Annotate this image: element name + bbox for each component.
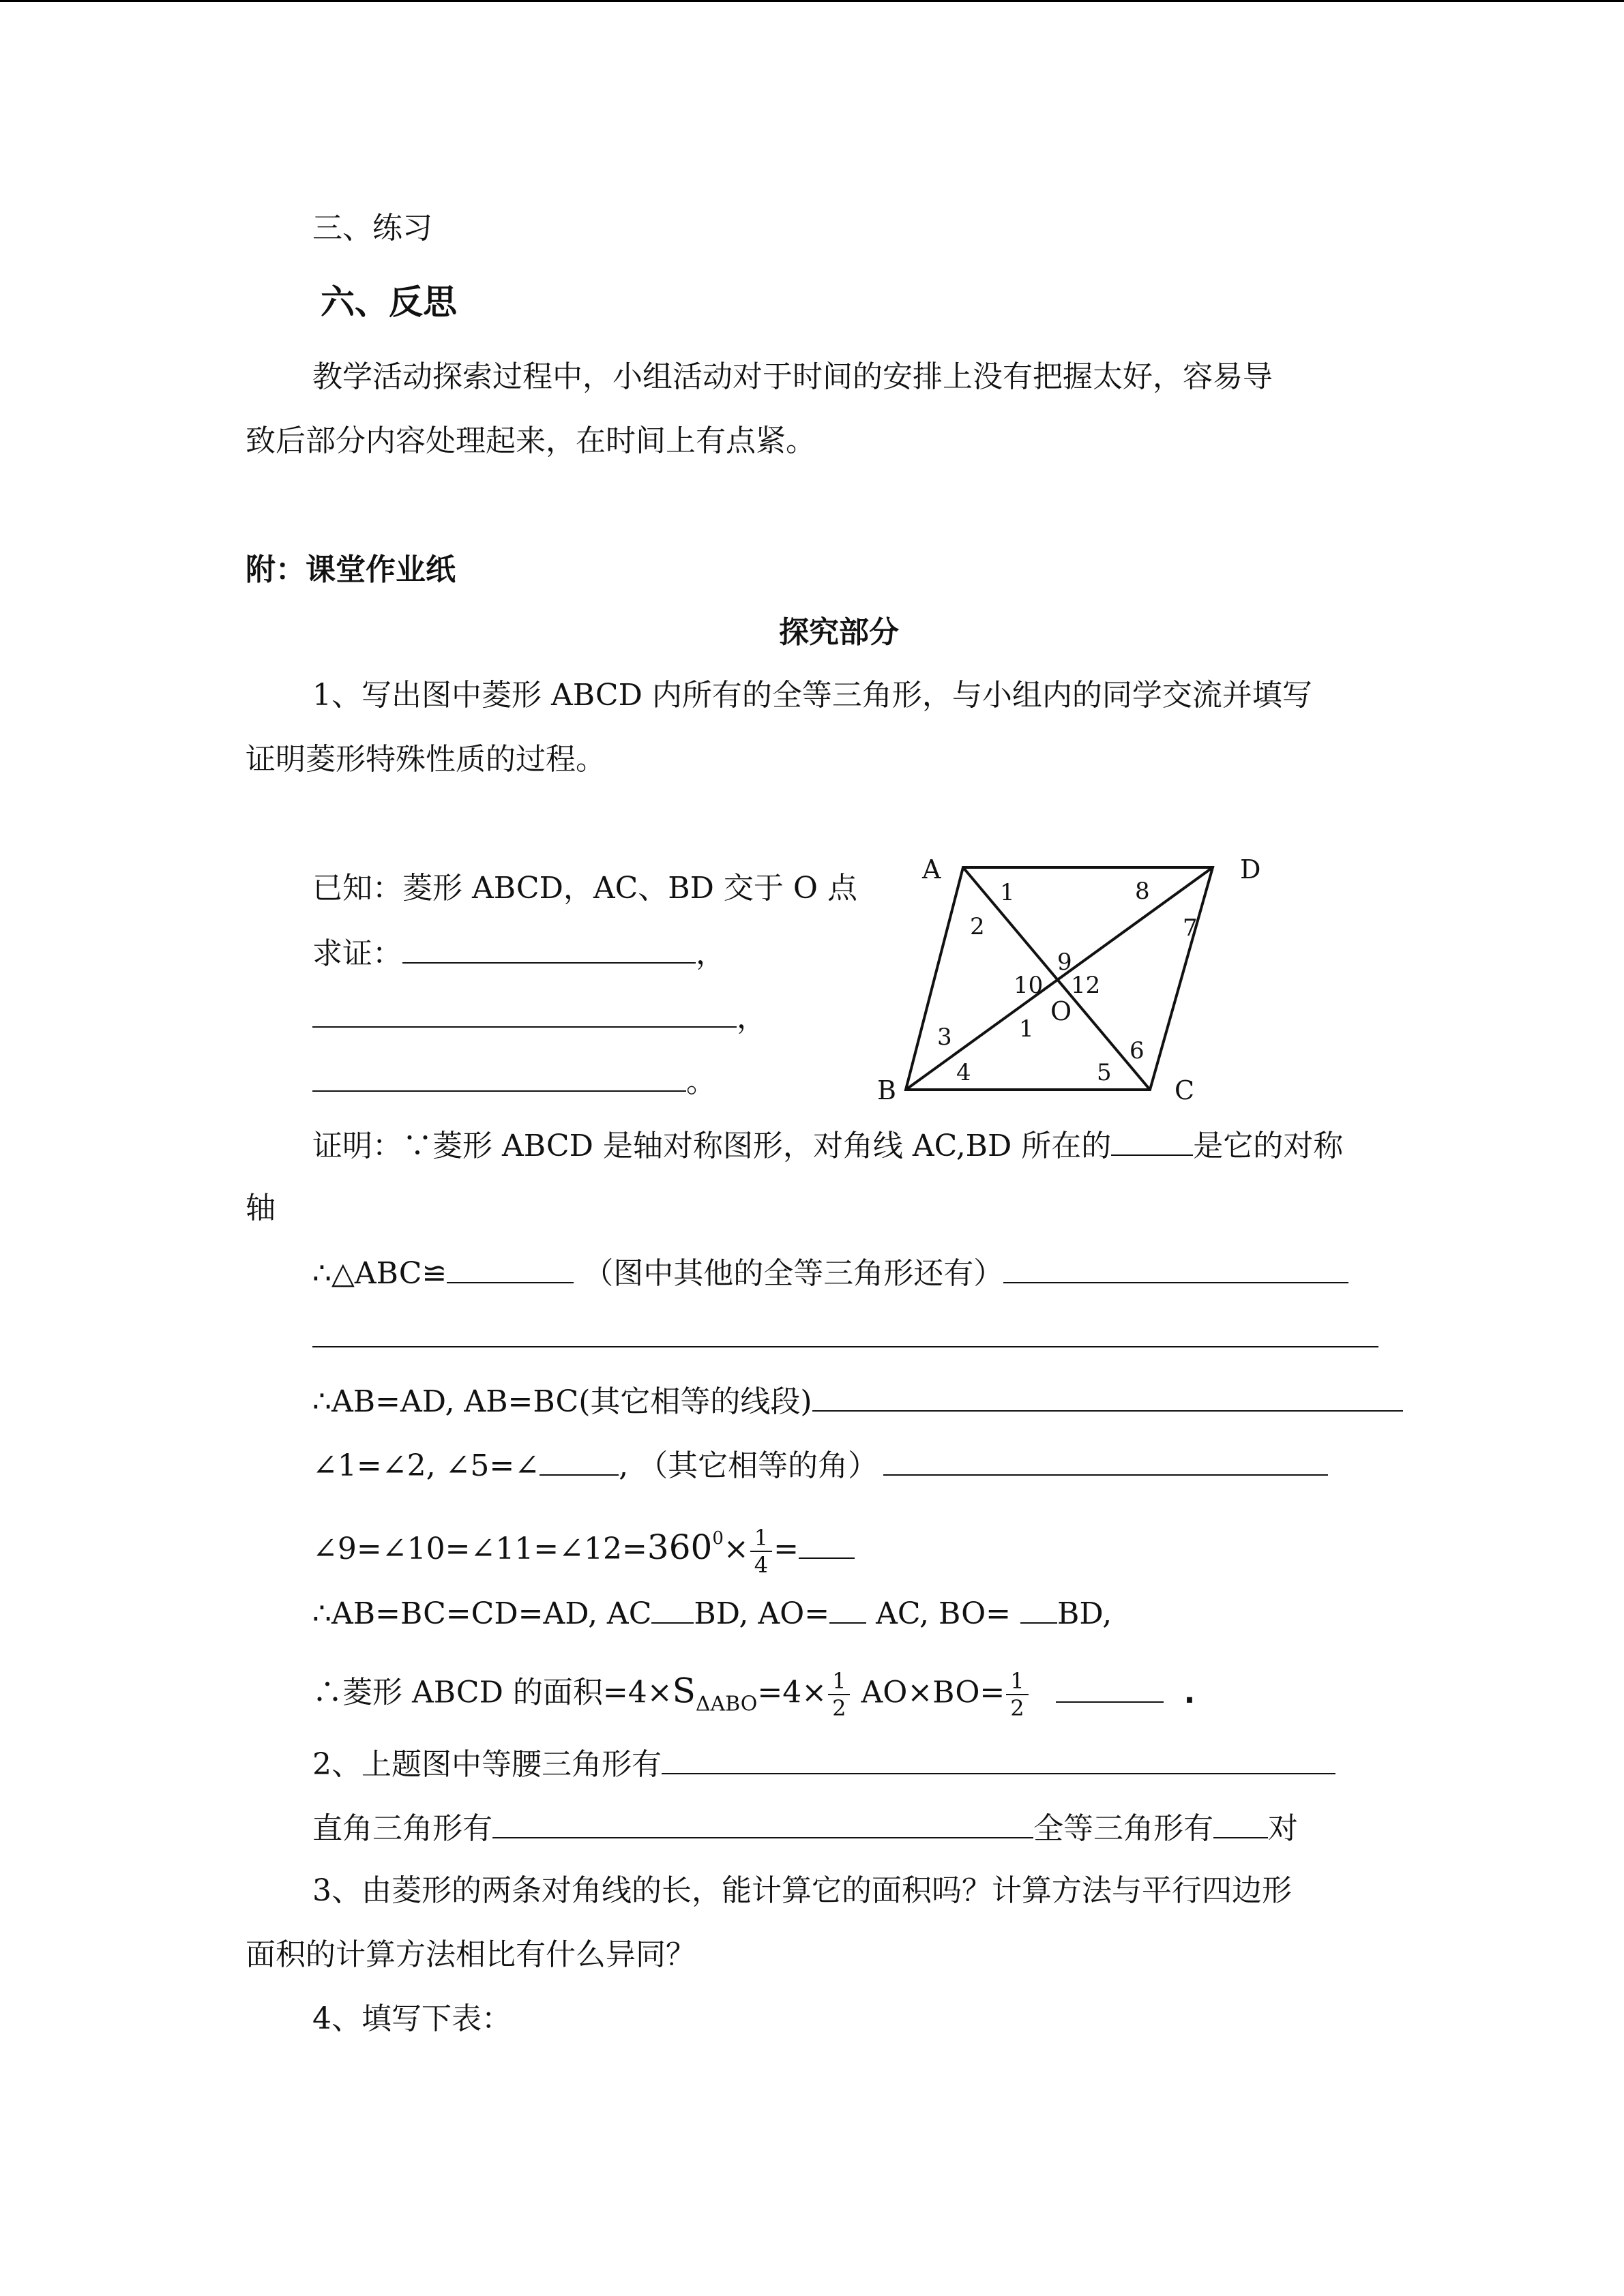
proof-line-7	[312, 1668, 1195, 1725]
angle-label-5: 5	[1097, 1059, 1112, 1086]
fraction-denominator: 2	[1010, 1695, 1024, 1721]
proof-axis-blank[interactable]	[1111, 1124, 1193, 1156]
area-period: .	[1183, 1675, 1196, 1710]
prove-blank-3[interactable]	[312, 1060, 686, 1092]
section-three-heading: 三、练习	[312, 211, 432, 245]
fraction-denominator: 2	[832, 1695, 846, 1721]
angle-label-1: 1	[1000, 879, 1015, 906]
other-congruent-blank[interactable]	[1003, 1252, 1348, 1283]
prove-blank-2[interactable]	[312, 996, 737, 1028]
fraction-numerator: 1	[828, 1668, 850, 1695]
proof-congruent-text: ∴△ABC≌	[312, 1256, 447, 1291]
angle-value-blank[interactable]	[799, 1527, 855, 1559]
vertex-label-a: A	[922, 854, 941, 884]
fraction-numerator: 1	[1006, 1668, 1028, 1695]
prove-blank-1[interactable]	[402, 932, 696, 964]
proof-line-4	[312, 1444, 1328, 1487]
angle-label-7: 7	[1183, 914, 1198, 942]
angle-label-11: 1	[1019, 1015, 1034, 1043]
prove-line-2	[312, 996, 767, 1039]
prove-line-1	[312, 932, 726, 974]
proof-line-1-wrap: 轴	[246, 1191, 276, 1225]
right-triangle-blank[interactable]	[492, 1807, 1033, 1838]
fraction-one-quarter	[750, 1525, 772, 1578]
equal-segments-text: ∴AB=AD, AB=BC(其它相等的线段)	[312, 1384, 812, 1419]
angle-label-6: 6	[1130, 1037, 1145, 1064]
equal-segments-blank[interactable]	[812, 1380, 1403, 1412]
prove-comma-1: ，	[696, 936, 726, 971]
proof-line-1	[312, 1124, 1343, 1167]
number-360: 360	[647, 1527, 713, 1567]
prove-comma-2: ，	[737, 1000, 767, 1035]
central-angles-text: ∠9=∠10=∠11=∠12=	[312, 1532, 647, 1566]
isosceles-text: 2、上题图中等腰三角形有	[312, 1747, 662, 1782]
area-symbol-s: S	[672, 1671, 696, 1711]
question-2-line-1	[312, 1743, 1335, 1785]
proof-line-1-tail: 是它的对称	[1193, 1129, 1344, 1163]
ac-bd-relation-blank[interactable]	[651, 1592, 694, 1624]
proof-line-2-continuation	[312, 1316, 1378, 1358]
vertex-label-b: B	[877, 1075, 896, 1105]
proof-line-2	[312, 1252, 1348, 1294]
question-4: 4、填写下表：	[312, 2001, 512, 2036]
appendix-title: 附：课堂作业纸	[246, 552, 456, 587]
right-triangle-text: 直角三角形有	[312, 1811, 492, 1846]
prove-period: 。	[686, 1064, 716, 1099]
reflection-line-1: 教学活动探索过程中，小组活动对于时间的安排上没有把握太好，容易导	[312, 359, 1273, 394]
fraction-numerator: 1	[750, 1525, 772, 1552]
ao-text: BD, AO=	[694, 1596, 830, 1631]
equal-angles-text: ∠1=∠2, ∠5=∠	[312, 1448, 540, 1483]
ao-bo-text: AO×BO=	[861, 1675, 1005, 1710]
question-3-line-1: 3、由菱形的两条对角线的长，能计算它的面积吗？计算方法与平行四边形	[312, 1873, 1292, 1908]
angle-label-12: 12	[1071, 972, 1101, 999]
area-subscript: ΔABO	[695, 1692, 758, 1716]
angle-label-4: 4	[956, 1059, 971, 1086]
proof-line-1-text: 证明：∵菱形 ABCD 是轴对称图形，对角线 AC,BD 所在的	[312, 1129, 1112, 1163]
section-six-heading: 六、反思	[321, 282, 457, 322]
angle-label-8: 8	[1135, 878, 1150, 905]
ao-blank[interactable]	[829, 1592, 866, 1624]
other-angles-blank[interactable]	[883, 1444, 1328, 1476]
reflection-line-2: 致后部分内容处理起来，在时间上有点紧。	[246, 423, 816, 458]
proof-other-congruent-text: （图中其他的全等三角形还有）	[583, 1256, 1004, 1291]
vertex-label-c: C	[1175, 1075, 1195, 1105]
pairs-text: 对	[1268, 1811, 1298, 1846]
angle-label-3: 3	[937, 1024, 952, 1051]
area-formula-blank[interactable]	[1056, 1671, 1164, 1703]
bd-text: BD,	[1057, 1596, 1112, 1631]
given-statement: 已知：菱形 ABCD，AC、BD 交于 O 点	[312, 871, 857, 906]
vertex-label-o: O	[1050, 996, 1072, 1026]
question-1-line-1: 1、写出图中菱形 ABCD 内所有的全等三角形，与小组内的同学交流并填写	[312, 678, 1312, 713]
prove-line-3	[312, 1060, 716, 1103]
bo-text: AC, BO=	[876, 1596, 1012, 1631]
angle-5-blank[interactable]	[540, 1444, 619, 1476]
degree-superscript: 0	[712, 1528, 724, 1549]
explore-title: 探究部分	[779, 615, 899, 650]
angle-label-9: 9	[1057, 949, 1072, 976]
rhombus-figure	[853, 846, 1296, 1105]
proof-line-5	[312, 1518, 855, 1578]
diagonal-bd	[906, 867, 1213, 1090]
prove-label: 求证：	[312, 936, 402, 971]
diagonal-ac	[963, 867, 1150, 1090]
proof-line-6	[312, 1592, 1112, 1635]
equals-sign: =	[773, 1532, 799, 1566]
angle-label-2: 2	[970, 913, 985, 940]
question-2-line-2	[312, 1807, 1298, 1849]
other-angles-text: , （其它相等的角）	[619, 1448, 879, 1483]
four-times-text: =4×	[757, 1675, 827, 1710]
congruent-count-blank[interactable]	[1213, 1807, 1268, 1838]
congruent-triangle-blank[interactable]	[447, 1252, 574, 1283]
page-top-border	[0, 0, 1624, 2]
vertex-label-d: D	[1240, 854, 1261, 884]
question-1-line-2: 证明菱形特殊性质的过程。	[246, 742, 606, 777]
bo-blank[interactable]	[1020, 1592, 1057, 1624]
angle-label-10: 10	[1014, 972, 1044, 999]
proof-line-3	[312, 1380, 1403, 1422]
area-text: ∴菱形 ABCD 的面积=4×	[312, 1675, 673, 1710]
fraction-one-half-1	[828, 1668, 850, 1721]
fraction-denominator: 4	[754, 1551, 769, 1578]
question-3-line-2: 面积的计算方法相比有什么异同？	[246, 1937, 696, 1972]
other-congruent-blank-2[interactable]	[312, 1316, 1378, 1347]
sides-equal-text: ∴AB=BC=CD=AD, AC	[312, 1596, 652, 1631]
congruent-count-text: 全等三角形有	[1033, 1811, 1213, 1846]
fraction-one-half-2	[1006, 1668, 1028, 1721]
times-sign: ×	[723, 1532, 749, 1566]
isosceles-blank[interactable]	[662, 1743, 1335, 1774]
